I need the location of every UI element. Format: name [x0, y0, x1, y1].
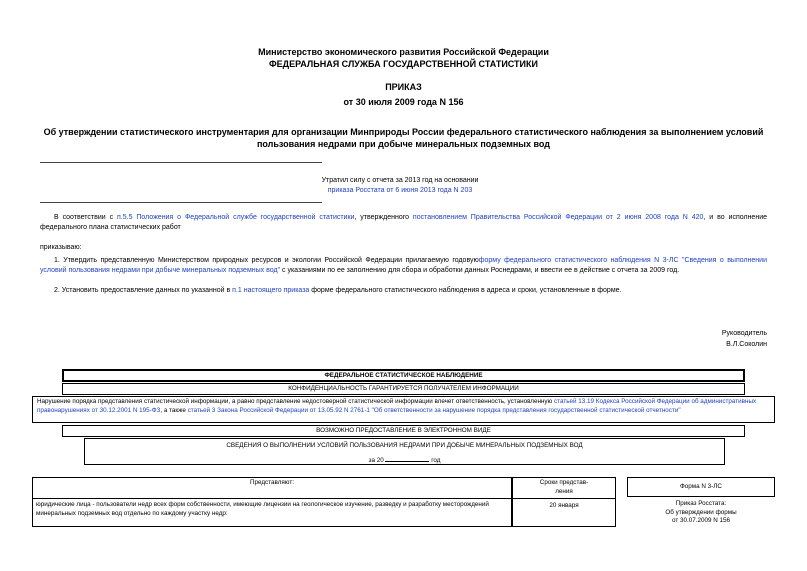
link-federal-law[interactable]: статьей 3 Закона Российской Федерации от 13.05.92 N 2761-1 "Об ответственности за нарушение порядка представления государственной статистической отчетности" [187, 406, 681, 414]
warning-text-2: , а также [160, 406, 186, 414]
link-form-3ls[interactable]: форму федерального статистического наблюдения N 3-ЛС "Сведения о выполнении условий пользования недрами при добыче минеральных подземных вод" [40, 257, 767, 274]
fed-obs-label: ФЕДЕРАЛЬНОЕ СТАТИСТИЧЕСКОЕ НАБЛЮДЕНИЕ [324, 372, 483, 379]
preamble-paragraph [40, 213, 767, 233]
form-number-box [627, 477, 775, 497]
order-word: приказываю: [40, 244, 82, 251]
submitters-header: Представляют: [33, 478, 511, 499]
link-admin-code[interactable]: статьей 13.19 Кодекса Российской Федерации об административных правонарушениях от 30.12.2001 N 195-ФЗ [37, 398, 757, 414]
item-1-text-1: 1. Утвердить представленную Министерством природных ресурсов и экологии Российской Федерации прилагаемую годовую [54, 257, 479, 264]
electronic-label: ВОЗМОЖНО ПРЕДОСТАВЛЕНИЕ В ЭЛЕКТРОННОМ ВИДЕ [316, 427, 491, 434]
confidential-box [62, 383, 745, 395]
divider-bottom [40, 202, 322, 203]
service-name: ФЕДЕРАЛЬНАЯ СЛУЖБА ГОСУДАРСТВЕННОЙ СТАТИСТИКИ [269, 59, 538, 69]
preamble-text-3: , и во исполнение федерального плана статистических работ [40, 214, 767, 231]
form-number: Форма N 3-ЛС [680, 483, 722, 490]
item-1-paragraph [40, 256, 767, 276]
electronic-box [62, 425, 745, 437]
item-2-paragraph [40, 286, 767, 296]
signature-position: Руководитель [721, 330, 767, 337]
item-2-text-1: 2. Установить предоставление данных по указанной в [54, 287, 231, 294]
expired-text: Утратил силу с отчета за 2013 год на основании [321, 177, 479, 184]
submitters-cell [32, 477, 512, 527]
year-prefix: за 20 [368, 457, 384, 464]
year-field[interactable] [385, 454, 429, 462]
warning-text [37, 398, 770, 415]
page-title: Об утверждении статистического инструментария для организации Минприроды России федерального статистического наблюдения за выполнением условий пользования недрами при добыче минеральных подземных вод [43, 127, 764, 149]
link-regulation-clause[interactable]: п.5.5 Положения о Федеральной службе государственной статистики [117, 214, 355, 221]
warning-box [32, 396, 775, 423]
approval-note: Приказ Росстата: Об утверждении формы от 30.07.2009 N 156 [665, 500, 737, 524]
warning-text-1: Нарушение порядка представления статистической информации, а равно представление недостоверной статистической информации влечет ответственность, установленную [37, 398, 553, 405]
submitters-text: юридические лица - пользователи недр всех форм собственности, имеющие лицензии на геологическое изучение, разведку и разработку месторождений минеральных подземных вод отдельно по каждому участку недр: [36, 501, 489, 517]
year-line [85, 454, 724, 465]
item-1-text-2: с указаниями по ее заполнению для сбора и обработки данных Роснедрами, и ввести ее в действие с отчета за 2009 год. [282, 267, 680, 274]
signature [722, 328, 767, 350]
doc-date-number: от 30 июля 2009 года N 156 [343, 97, 464, 107]
ministry-name: Министерство экономического развития Российской Федерации [258, 47, 549, 57]
confidential-label: КОНФИДЕНЦИАЛЬНОСТЬ ГАРАНТИРУЕТСЯ ПОЛУЧАТЕЛЕМ ИНФОРМАЦИИ [288, 385, 519, 392]
info-title-box [84, 438, 725, 465]
signature-name: В.Л.Соколин [726, 341, 767, 348]
link-clause-1[interactable]: п.1 настоящего приказа [232, 287, 310, 294]
expired-notice [180, 176, 620, 196]
item-2-text-2: форме федерального статистического наблюдения в адреса и сроки, установленные в форме. [311, 287, 622, 294]
fed-obs-box [62, 369, 745, 382]
doc-type: ПРИКАЗ [385, 82, 422, 92]
terms-header: Сроки представ- ления [513, 478, 615, 499]
preamble-text-2: , утвержденного [354, 214, 409, 221]
term-value: 20 января [549, 502, 579, 509]
expired-link[interactable]: приказа Росстата от 6 июня 2013 года N 203 [327, 187, 473, 194]
terms-cell [512, 477, 616, 527]
year-suffix: год [431, 457, 441, 464]
preamble-text-1: В соответствии с [54, 214, 114, 221]
info-title: СВЕДЕНИЯ О ВЫПОЛНЕНИИ УСЛОВИЙ ПОЛЬЗОВАНИЯ НЕДРАМИ ПРИ ДОБЫЧЕ МИНЕРАЛЬНЫХ ПОДЗЕМНЫХ ВОД [226, 442, 583, 449]
divider-top [40, 162, 322, 163]
link-government-decree[interactable]: постановлением Правительства Российской Федерации от 2 июня 2008 года N 420 [412, 214, 704, 221]
